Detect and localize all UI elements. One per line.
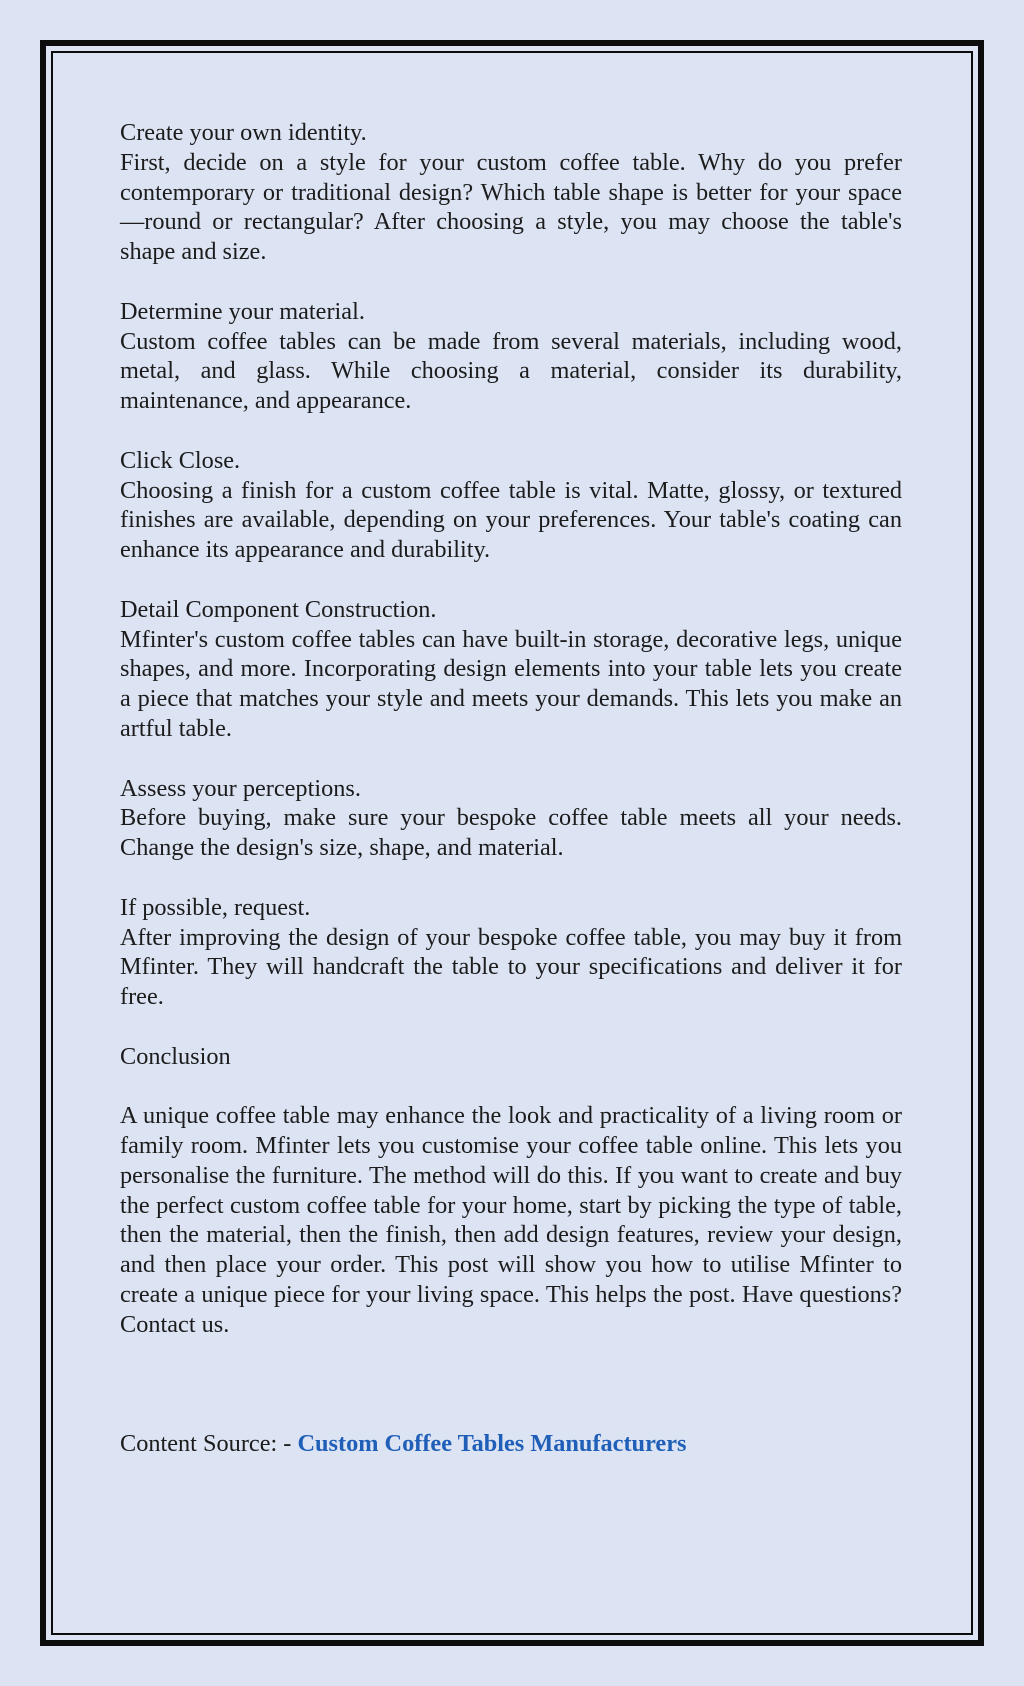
section-paragraph: First, decide on a style for your custom coffee table. Why do you prefer contemporary or traditional design? Which table shape is better for your space—round or rectangular? After choosing a style, you may choose the table's shape and size. (120, 148, 902, 266)
content-source-link[interactable]: Custom Coffee Tables Manufacturers (297, 1430, 687, 1457)
section-identity (120, 118, 902, 267)
section-heading: Determine your material. (120, 297, 365, 325)
section-paragraph: Before buying, make sure your bespoke coffee table meets all your needs. Change the design's size, shape, and material. (120, 804, 902, 862)
section-conclusion (120, 1042, 902, 1340)
conclusion-heading: Conclusion (120, 1042, 231, 1070)
section-heading: Click Close. (120, 446, 241, 474)
section-finish (120, 446, 902, 565)
section-heading: If possible, request. (120, 893, 311, 921)
section-heading: Assess your perceptions. (120, 774, 361, 802)
section-paragraph: Mfinter's custom coffee tables can have built-in storage, decorative legs, unique shapes, and more. Incorporating design elements into your table lets you create a piece that matches your style and meets your demands. This lets you make an artful table. (120, 625, 902, 742)
content-source (120, 1429, 686, 1459)
content-source-label: Content Source: - (120, 1430, 298, 1457)
document-body (120, 118, 902, 1369)
section-paragraph: Custom coffee tables can be made from several materials, including wood, metal, and glass. While choosing a material, consider its durability, maintenance, and appearance. (120, 327, 902, 415)
section-paragraph: After improving the design of your bespoke coffee table, you may buy it from Mfinter. They will handcraft the table to your specifications and deliver it for free. (120, 923, 902, 1011)
section-material (120, 297, 902, 416)
section-components (120, 595, 902, 744)
conclusion-paragraph: A unique coffee table may enhance the look and practicality of a living room or family room. Mfinter lets you customise your coffee table online. This lets you personalise the furniture. The method will do this. If you want to create and buy the perfect custom coffee table for your home, start by picking the type of table, then the material, then the finish, then add design features, review your design, and then place your order. This post will show you how to utilise Mfinter to create a unique piece for your living space. This helps the post. Have questions? Contact us. (120, 1102, 902, 1338)
section-request (120, 893, 902, 1012)
section-heading: Detail Component Construction. (120, 595, 437, 623)
section-paragraph: Choosing a finish for a custom coffee table is vital. Matte, glossy, or textured finishes are available, depending on your preferences. Your table's coating can enhance its appearance and durability. (120, 476, 902, 564)
section-perceptions (120, 774, 902, 863)
section-heading: Create your own identity. (120, 119, 367, 146)
